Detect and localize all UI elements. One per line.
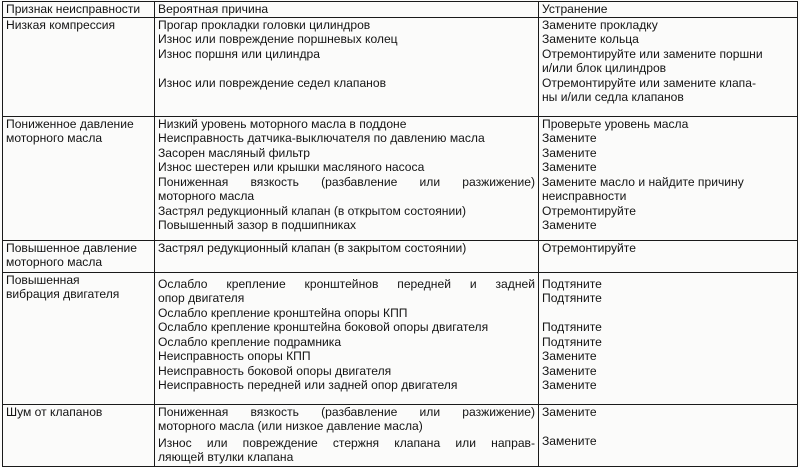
cause-cell [155,404,539,466]
cause-text: Износ или повреждение седел клапанов [158,75,387,90]
fix-text: и/или блок цилиндров [542,61,667,75]
cause-text: моторного масла [158,189,255,203]
fix-text: Подтяните [542,320,602,334]
fix-cell [539,17,798,116]
cause-text: Пониженная вязкость (разбавление или разжижение) [158,174,535,189]
symptom-text: Низкая компрессия [6,17,116,32]
header-fix: Устранение [539,2,798,18]
fix-cell [539,116,798,240]
cause-text: Прогар прокладки головки цилиндров [158,17,371,32]
cause-text: Износ или повреждение стержня клапана или направ- [158,435,535,450]
fix-text: Отремонтируйте или замените клапа- [542,75,756,90]
fix-text: Замените [542,145,597,160]
symptom-text: моторного масла [6,255,103,269]
cause-text: опор двигателя [158,291,245,305]
table-row [3,404,798,466]
fix-text: Подтяните [542,276,602,291]
cause-text: Износ поршня или цилиндра [158,46,320,61]
table-row [3,240,798,272]
cause-text: Пониженная вязкость (разбавление или разжижение) [158,404,535,419]
fix-text: неисправности [542,189,627,203]
fix-text: Замените масло и найдите причину [542,174,744,189]
symptom-cell [3,272,155,404]
header-symptom: Признак неисправности [3,2,155,18]
fix-text: Отремонтируйте [542,240,636,255]
fix-text: Замените кольца [542,32,639,46]
cause-cell [155,116,539,240]
cause-text: Низкий уровень моторного масла в поддоне [158,116,407,131]
symptom-text: Повышенное давление [6,240,138,255]
fix-text: Замените [542,378,597,392]
fix-text: Замените [542,218,597,232]
cause-text: Повышенный зазор в подшипниках [158,218,357,232]
header-cause: Вероятная причина [155,2,539,18]
symptom-text: Шум от клапанов [6,404,103,419]
cause-text: моторного масла (или низкое давление масла) [158,419,423,433]
fix-cell [539,240,798,272]
fix-cell [539,404,798,466]
fix-text: Замените [542,131,597,145]
table-row [3,17,798,116]
cause-text: Ослабло крепление кронштейнов передней и задней [158,276,535,291]
symptom-text: моторного масла [6,131,103,145]
cause-cell [155,240,539,272]
cause-text: Застрял редукционный клапан (в закрытом состоянии) [158,240,467,255]
table-row [3,272,798,404]
fix-text: Замените [542,160,597,174]
symptom-text: Пониженное давление [6,116,134,131]
cause-text: Засорен масляный фильтр [158,145,310,160]
cause-cell [155,17,539,116]
cause-cell [155,272,539,404]
cause-text: Ослабло крепление подрамника [158,334,342,349]
cause-text: Ослабло крепление кронштейна боковой опоры двигателя [158,320,489,334]
symptom-text: вибрация двигателя [6,287,120,301]
fix-text: ны и/или седла клапанов [542,90,684,104]
cause-text: Неисправность датчика-выключателя по давлению масла [158,131,485,145]
troubleshooting-table [2,1,798,467]
cause-text: Износ или повреждение поршневых колец [158,32,398,46]
symptom-cell [3,17,155,116]
symptom-text: Повышенная [6,272,80,287]
fix-text: Замените [542,363,597,378]
fix-text: Замените [542,433,597,448]
fix-text: Подтяните [542,291,602,305]
cause-text: Износ шестерен или крышки масляного насоса [158,160,425,174]
fix-text: Замените [542,404,597,419]
header-row [3,2,798,18]
cause-text: Неисправность опоры КПП [158,349,311,363]
fix-text: Замените [542,349,597,363]
fix-text: Отремонтируйте [542,203,636,218]
fix-text: Замените прокладку [542,17,658,32]
fix-cell [539,272,798,404]
cause-text: Застрял редукционный клапан (в открытом состоянии) [158,203,467,218]
fix-text: Отремонтируйте или замените поршни [542,46,763,61]
cause-text: Неисправность боковой опоры двигателя [158,363,392,378]
symptom-cell [3,404,155,466]
symptom-cell [3,116,155,240]
table-row [3,116,798,240]
fix-text: Подтяните [542,334,602,349]
cause-text: ляющей втулки клапана [158,450,294,464]
fix-text: Проверьте уровень масла [542,116,689,131]
cause-text: Неисправность передней или задней опор двигателя [158,378,458,392]
symptom-cell [3,240,155,272]
cause-text: Ослабло крепление кронштейна опоры КПП [158,305,408,320]
